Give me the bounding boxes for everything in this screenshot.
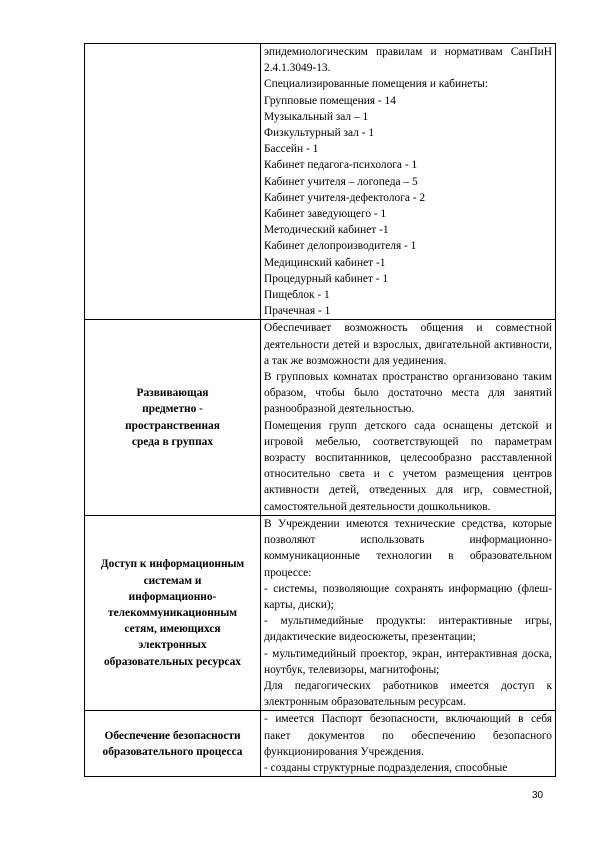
header-line: Обеспечение безопасности <box>104 729 241 742</box>
page-number: 30 <box>532 790 544 801</box>
header-line: Развивающая <box>136 387 209 400</box>
list-item: Групповые помещения - 14 <box>264 94 396 107</box>
ict-cell <box>261 515 556 710</box>
paragraph: - мультимедийный проектор, экран, интерактивная доска, ноутбук, телевизоры, магнитофоны; <box>264 647 552 676</box>
premises-intro-2: Специализированные помещения и кабинеты: <box>264 78 489 91</box>
list-item: Пищеблок - 1 <box>264 289 330 302</box>
table-row <box>85 44 556 320</box>
document-table <box>84 43 556 777</box>
paragraph: - системы, позволяющие сохранять информацию (флеш-карты, диски); <box>264 582 552 611</box>
header-line: Доступ к информационным <box>100 558 245 571</box>
row-header-environment <box>85 320 261 515</box>
paragraph: В групповых комнатах пространство организовано таким образом, чтобы было достаточно места для занятий разнообразной деятельностью. <box>264 371 552 416</box>
header-line: пространственная <box>125 419 220 432</box>
row-header-ict-access <box>85 515 261 710</box>
list-item: Физкультурный зал - 1 <box>264 127 375 140</box>
row-header-empty <box>85 44 261 320</box>
table-row <box>85 320 556 515</box>
list-item: Кабинет учителя – логопеда – 5 <box>264 175 418 188</box>
environment-cell <box>261 320 556 515</box>
list-item: Кабинет делопроизводителя - 1 <box>264 240 417 253</box>
list-item: Кабинет педагога-психолога - 1 <box>264 159 418 172</box>
paragraph: - мультимедийные продукты: интерактивные игры, дидактические видеосюжеты, презентации; <box>264 615 552 644</box>
paragraph: - созданы структурные подразделения, способные <box>264 761 508 774</box>
paragraph: Обеспечивает возможность общения и совместной деятельности детей и взрослых, двигательной активности, а так же возможности для уединения. <box>264 322 552 367</box>
header-line: системам и <box>143 574 202 587</box>
safety-cell <box>261 711 556 777</box>
header-line: среда в группах <box>131 435 214 448</box>
list-item: Процедурный кабинет - 1 <box>264 272 389 285</box>
table-row <box>85 515 556 710</box>
header-line: предметно - <box>142 403 203 416</box>
header-line: образовательного процесса <box>102 745 243 758</box>
list-item: Кабинет учителя-дефектолога - 2 <box>264 191 426 204</box>
header-line: информационно- <box>128 590 217 603</box>
premises-intro-1: эпидемиологическим правилам и нормативам СанПиН 2.4.1.3049-13. <box>264 46 552 75</box>
header-line: электронных <box>138 639 207 652</box>
list-item: Музыкальный зал – 1 <box>264 110 369 123</box>
list-item: Методический кабинет -1 <box>264 224 389 237</box>
header-line: телекоммуникационным <box>107 607 237 619</box>
list-item: Кабинет заведующего - 1 <box>264 208 387 221</box>
paragraph: - имеется Паспорт безопасности, включающий в себя пакет документов по обеспечению безопасного функционирования Учреждения. <box>264 713 552 758</box>
paragraph: Помещения групп детского сада оснащены детской и игровой мебелью, соответствующей по параметрам возрасту воспитанников, целесообразно расставленной относительно света и с учетом размещения центров активности детей, отведенных для игр, совместной, самостоятельной деятельности дошкольников. <box>264 419 552 513</box>
header-line: образовательных ресурсах <box>103 655 241 668</box>
header-line: сетям, имеющихся <box>124 623 221 636</box>
paragraph: Для педагогических работников имеется доступ к электронным образовательным ресурсам. <box>264 679 552 709</box>
list-item: Бассейн - 1 <box>264 143 319 156</box>
paragraph: В Учреждении имеются технические средства, которые позволяют использовать информационно-коммуникационные технологии в образовательном процессе: <box>264 517 552 579</box>
table-row <box>85 711 556 777</box>
list-item: Медицинский кабинет -1 <box>264 256 386 269</box>
premises-cell <box>261 44 556 320</box>
list-item: Прачечная - 1 <box>264 305 331 318</box>
row-header-safety <box>85 711 261 777</box>
